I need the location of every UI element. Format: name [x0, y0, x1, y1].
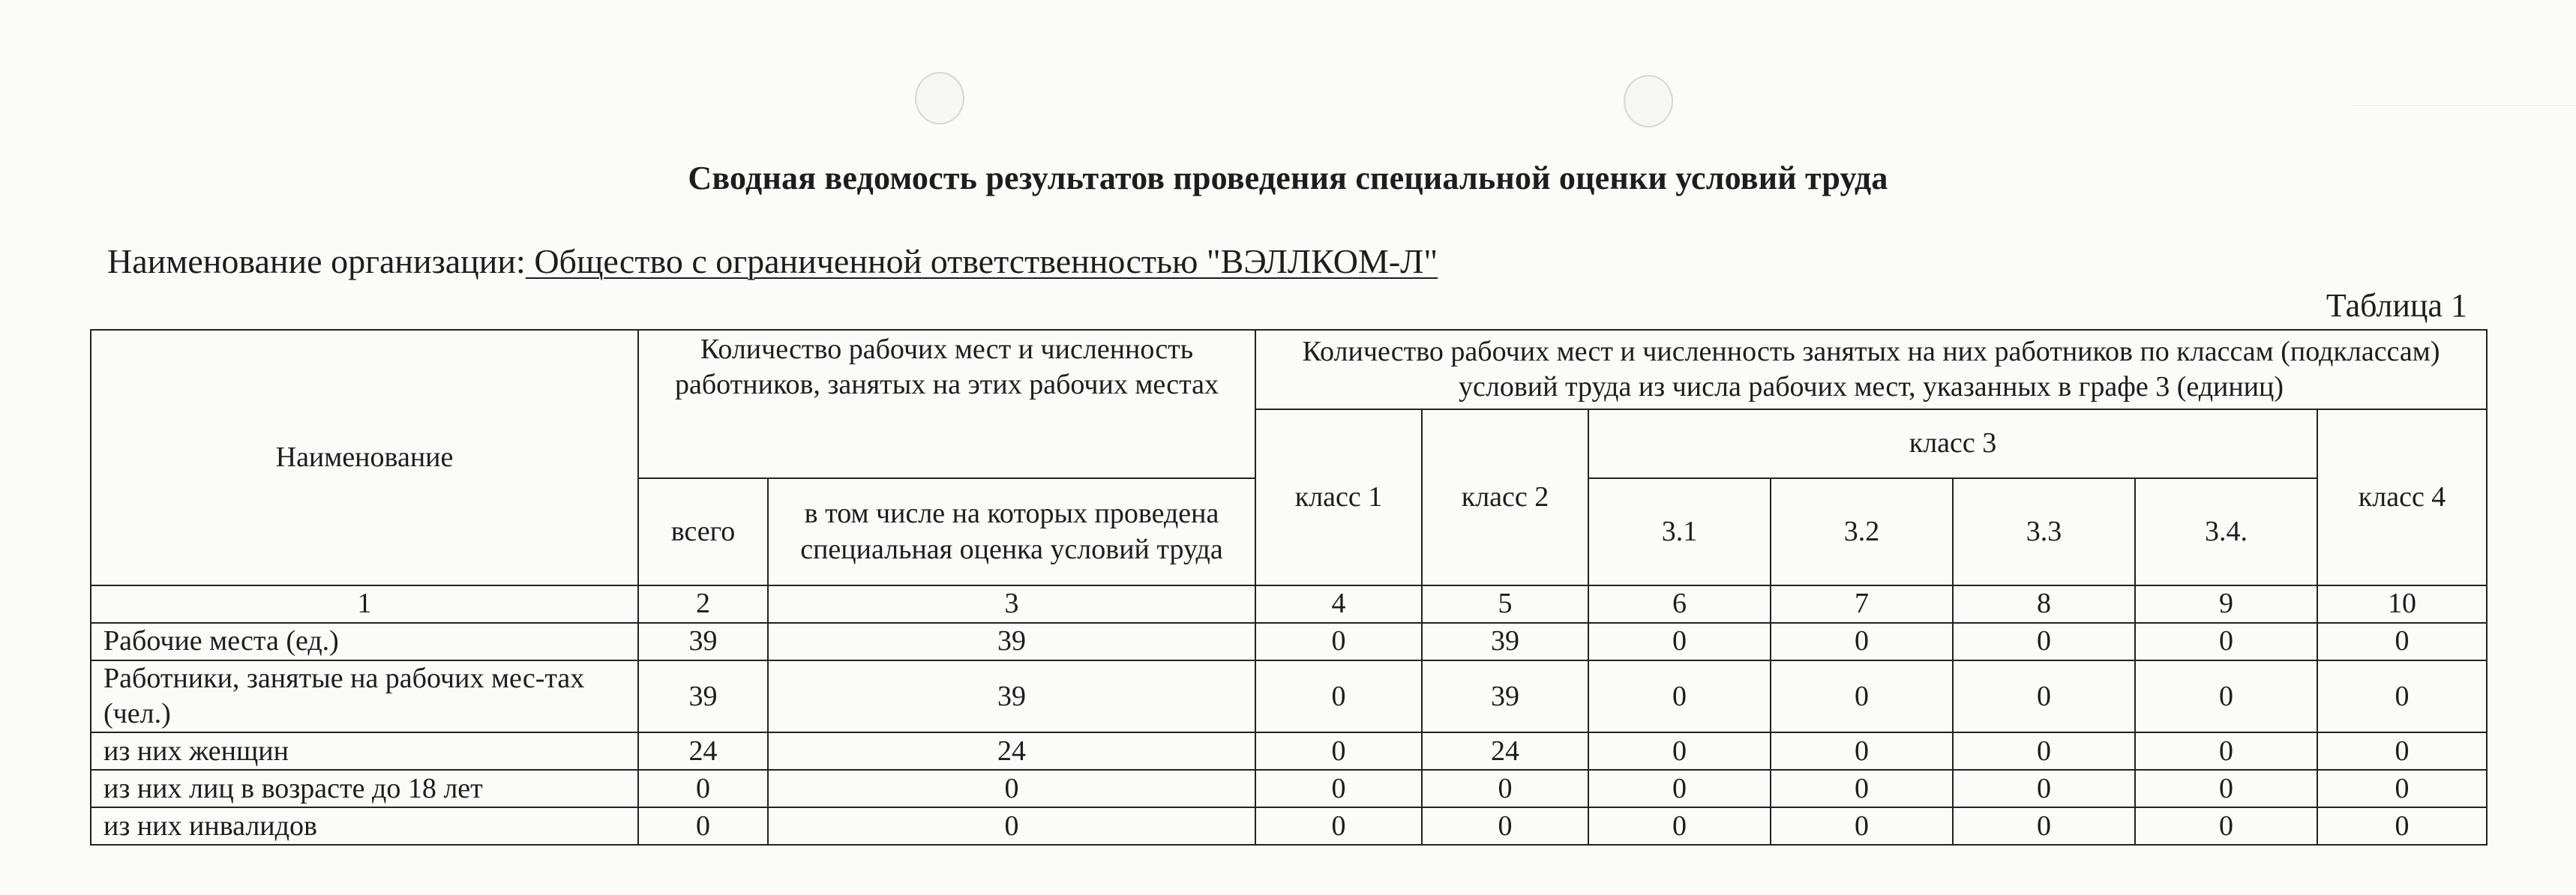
table-row: [91, 623, 2487, 660]
cell-class-3-3: 0: [1953, 770, 2135, 807]
punch-hole-right: [1624, 75, 1673, 127]
table-row: [91, 660, 2487, 732]
organization-name: Общество с ограниченной ответственностью "ВЭЛЛКОМ-Л": [525, 242, 1438, 280]
cell-class-4: 0: [2317, 770, 2487, 807]
row-label: из них женщин: [91, 732, 638, 770]
cell-assessed: 39: [768, 623, 1255, 660]
row-label: из них инвалидов: [91, 807, 638, 845]
cell-class-3-3: 0: [1953, 660, 2135, 732]
table-label: Таблица 1: [2326, 287, 2467, 324]
organization-label: Наименование организации:: [107, 242, 526, 280]
column-number: 7: [1771, 585, 1953, 623]
column-number: 6: [1588, 585, 1771, 623]
cell-class-3-1: 0: [1588, 770, 1771, 807]
document-title: Сводная ведомость результатов проведения специальной оценки условий труда: [688, 160, 1888, 196]
cell-class-3-3: 0: [1953, 623, 2135, 660]
cell-class-4: 0: [2317, 732, 2487, 770]
header-group-classes: Количество рабочих мест и численность занятых на них работников по классам (подклассам) условий труда из числа рабочих мест, указанных в графе 3 (единиц): [1255, 330, 2487, 409]
cell-total: 39: [638, 623, 768, 660]
cell-class-3-3: 0: [1953, 732, 2135, 770]
cell-class-3-1: 0: [1588, 732, 1771, 770]
header-class-3: класс 3: [1588, 409, 2317, 478]
cell-total: 39: [638, 660, 768, 732]
cell-class-2: 39: [1422, 623, 1588, 660]
column-number: 10: [2317, 585, 2487, 623]
cell-total: 0: [638, 770, 768, 807]
cell-class-3-4: 0: [2135, 732, 2317, 770]
cell-class-1: 0: [1255, 770, 1422, 807]
cell-class-4: 0: [2317, 623, 2487, 660]
header-total: всего: [638, 478, 768, 585]
cell-assessed: 0: [768, 770, 1255, 807]
header-assessed: в том числе на которых проведена специальная оценка условий труда: [768, 478, 1255, 585]
cell-total: 0: [638, 807, 768, 845]
cell-assessed: 39: [768, 660, 1255, 732]
table-row: [91, 807, 2487, 845]
header-subclass-3-4: 3.4.: [2135, 478, 2317, 585]
cell-class-2: 0: [1422, 807, 1588, 845]
column-number: 3: [768, 585, 1255, 623]
header-subclass-3-2: 3.2: [1771, 478, 1953, 585]
cell-class-3-2: 0: [1771, 623, 1953, 660]
cell-class-3-3: 0: [1953, 807, 2135, 845]
cell-class-3-4: 0: [2135, 660, 2317, 732]
cell-class-3-2: 0: [1771, 660, 1953, 732]
header-class-1: класс 1: [1255, 409, 1422, 585]
cell-assessed: 0: [768, 807, 1255, 845]
cell-class-2: 0: [1422, 770, 1588, 807]
summary-table: [90, 329, 2488, 846]
cell-class-3-2: 0: [1771, 732, 1953, 770]
cell-class-1: 0: [1255, 623, 1422, 660]
column-number: 9: [2135, 585, 2317, 623]
header-group-workplaces: Количество рабочих мест и численность работников, занятых на этих рабочих местах: [638, 330, 1255, 478]
header-class-4: класс 4: [2317, 409, 2487, 585]
column-number: 2: [638, 585, 768, 623]
cell-class-3-4: 0: [2135, 770, 2317, 807]
table-row: [91, 732, 2487, 770]
cell-class-4: 0: [2317, 807, 2487, 845]
cell-class-3-4: 0: [2135, 807, 2317, 845]
row-label: Работники, занятые на рабочих мес-тах (чел.): [91, 660, 638, 732]
column-number: 5: [1422, 585, 1588, 623]
header-name: Наименование: [91, 330, 638, 585]
cell-class-1: 0: [1255, 660, 1422, 732]
row-label: из них лиц в возрасте до 18 лет: [91, 770, 638, 807]
cell-class-1: 0: [1255, 732, 1422, 770]
cell-class-3-4: 0: [2135, 623, 2317, 660]
cell-class-3-2: 0: [1771, 807, 1953, 845]
organization-line: [107, 241, 1438, 281]
header-subclass-3-1: 3.1: [1588, 478, 1771, 585]
cell-class-3-1: 0: [1588, 660, 1771, 732]
cell-class-4: 0: [2317, 660, 2487, 732]
cell-class-2: 39: [1422, 660, 1588, 732]
row-label: Рабочие места (ед.): [91, 623, 638, 660]
column-number-row: [91, 585, 2487, 623]
table-row: [91, 770, 2487, 807]
cell-class-3-1: 0: [1588, 623, 1771, 660]
header-subclass-3-3: 3.3: [1953, 478, 2135, 585]
cell-total: 24: [638, 732, 768, 770]
header-row-1: [91, 330, 2487, 409]
cell-class-3-2: 0: [1771, 770, 1953, 807]
column-number: 8: [1953, 585, 2135, 623]
cell-class-1: 0: [1255, 807, 1422, 845]
cell-assessed: 24: [768, 732, 1255, 770]
cell-class-2: 24: [1422, 732, 1588, 770]
cell-class-3-1: 0: [1588, 807, 1771, 845]
header-class-2: класс 2: [1422, 409, 1588, 585]
punch-hole-left: [915, 72, 964, 124]
column-number: 1: [91, 585, 638, 623]
column-number: 4: [1255, 585, 1422, 623]
